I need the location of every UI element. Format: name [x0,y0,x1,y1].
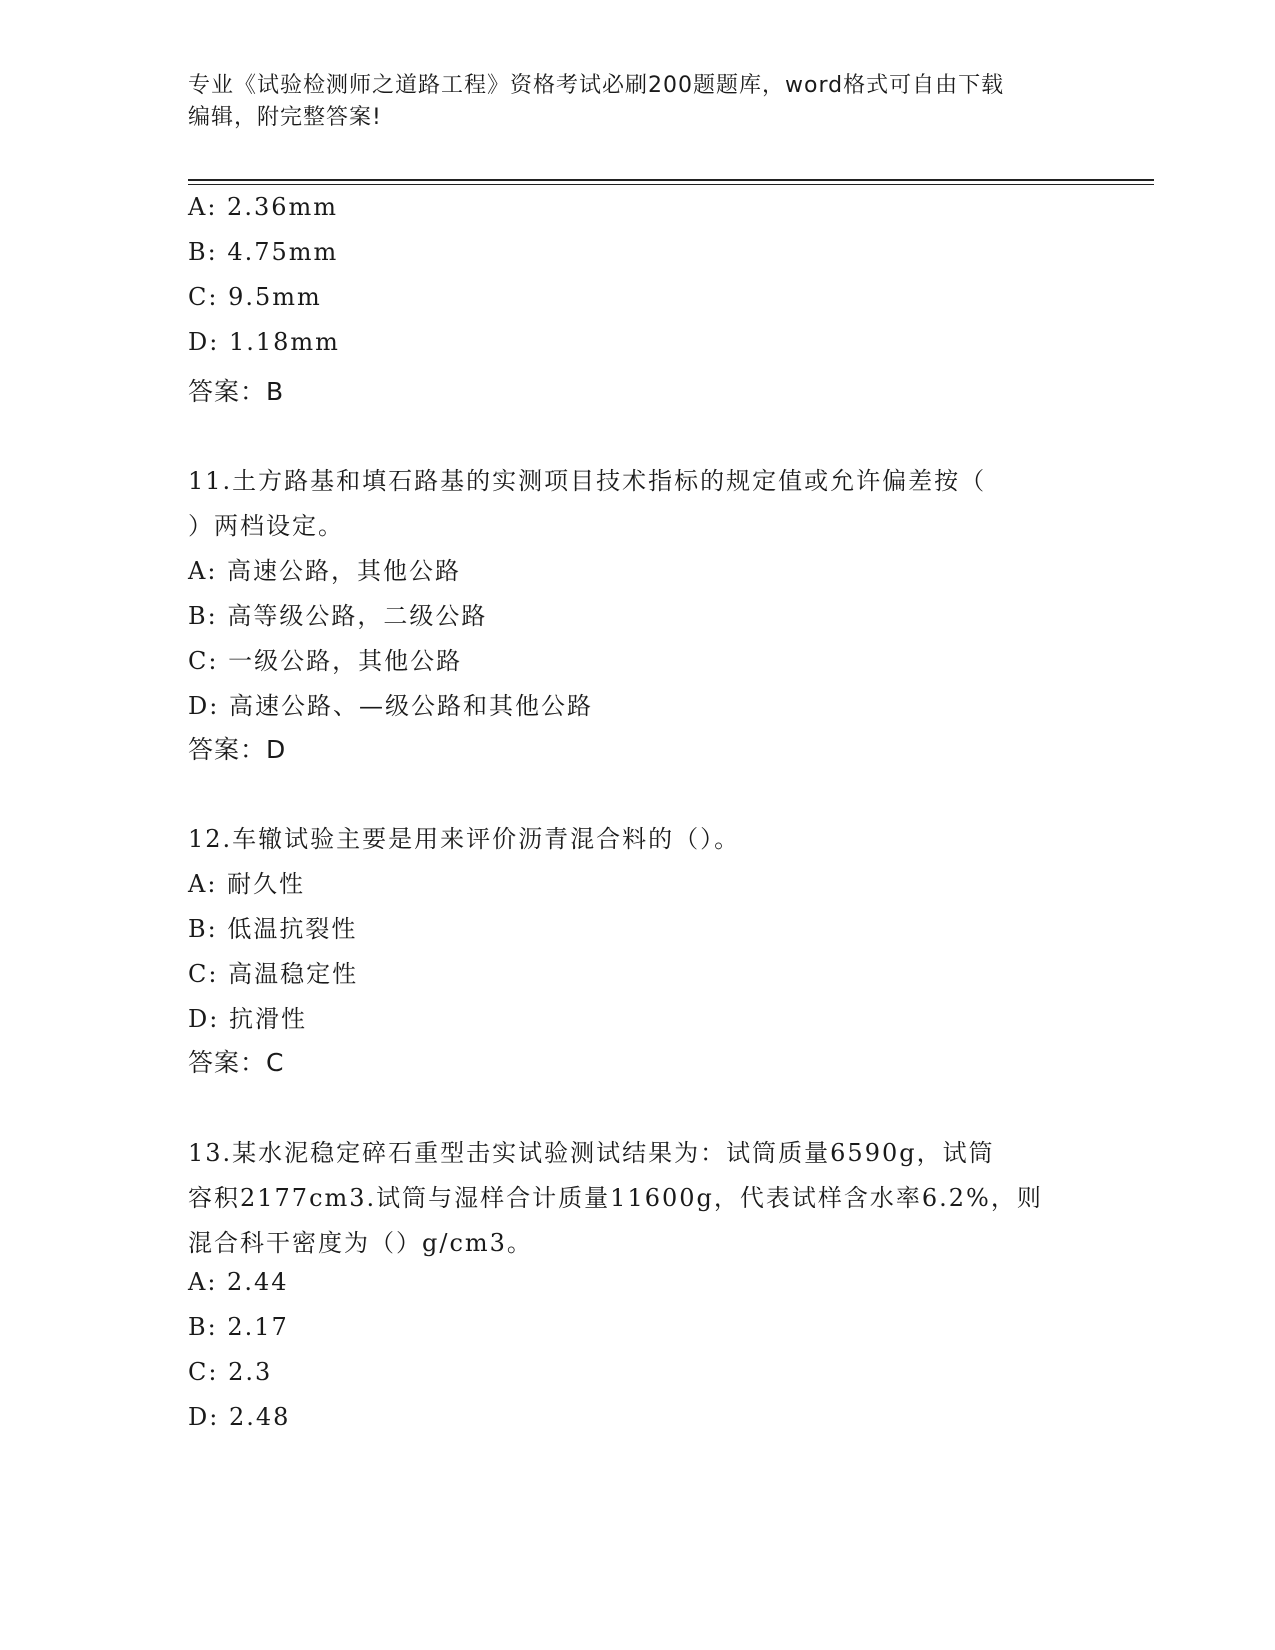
q13-stem-line-1: 13.某水泥稳定碎石重型击实试验测试结果为：试筒质量6590g，试筒 [188,1139,995,1167]
header-line-1: 专业《试验检测师之道路工程》资格考试必刷200题题库，word格式可自由下载 [188,73,1005,98]
q10-option-a: A: 2.36mm [188,193,338,221]
q13-option-c: C: 2.3 [188,1358,273,1386]
q12-option-a: A: 耐久性 [188,870,306,898]
q11-option-a: A: 高速公路，其他公路 [188,557,462,585]
header-line-2: 编辑，附完整答案! [188,105,382,130]
q11-answer: 答案：D [188,735,287,764]
q10-answer: 答案：B [188,377,285,406]
q12-answer: 答案：C [188,1048,285,1077]
q12-option-d: D: 抗滑性 [188,1005,307,1033]
q11-stem-line-2: ）两档设定。 [188,512,344,540]
q11-stem-line-1: 11.土方路基和填石路基的实测项目技术指标的规定值或允许偏差按（ [188,467,987,495]
q10-option-c: C: 9.5mm [188,283,322,311]
document-header [188,70,1088,134]
q11-option-b: B: 高等级公路，二级公路 [188,602,488,630]
q13-option-b: B: 2.17 [188,1313,289,1341]
q12-stem-line-1: 12.车辙试验主要是用来评价沥青混合料的（）。 [188,825,741,853]
q13-stem-line-2: 容积2177cm3.试筒与湿样合计质量11600g，代表试样含水率6.2%，则 [188,1184,1043,1212]
q13-option-a: A: 2.44 [188,1268,289,1296]
q10-option-d: D: 1.18mm [188,328,340,356]
q12-option-b: B: 低温抗裂性 [188,915,358,943]
q13-stem-line-3: 混合科干密度为（）g/cm3。 [188,1229,533,1257]
q11-option-d: D: 高速公路、—级公路和其他公路 [188,692,593,720]
q10-option-b: B: 4.75mm [188,238,339,266]
q13-option-d: D: 2.48 [188,1403,291,1431]
q11-option-c: C: 一级公路，其他公路 [188,647,463,675]
header-divider-thick [188,179,1154,181]
q12-option-c: C: 高温稳定性 [188,960,359,988]
header-divider-thin [188,184,1154,185]
